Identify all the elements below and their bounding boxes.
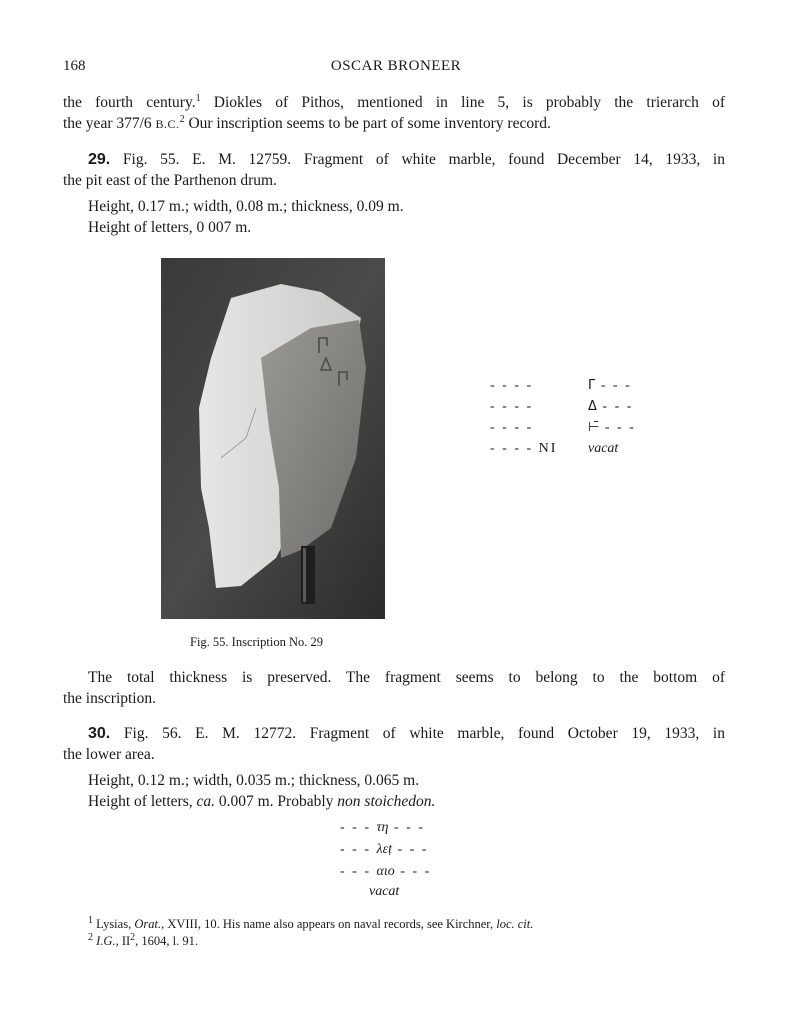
entry-29-heading: 29. Fig. 55. E. M. 12759. Fragment of white marble, found December 14, 1933, in: [88, 151, 725, 168]
transcription-29-line-3-right: ⊢̄ - - -: [588, 420, 636, 435]
entry-29-dimensions: Height, 0.17 m.; width, 0.08 m.; thickness, 0.09 m.: [88, 198, 404, 215]
running-title: OSCAR BRONEER: [330, 58, 462, 74]
transcription-29-line-1-right: Γ - - -: [588, 378, 632, 393]
entry-30-dimensions: Height, 0.12 m.; width, 0.035 m.; thickness, 0.065 m.: [88, 772, 420, 789]
intro-line-1: the fourth century.$^1$ Diokles of Pithos, mentioned in line 5, is probably the trierarch of: [63, 92, 725, 111]
entry-30-line-2: the lower area.: [63, 746, 155, 763]
fragment-photo-fig-55: [161, 258, 385, 619]
entry-30-heading: 30. Fig. 56. E. M. 12772. Fragment of white marble, found October 19, 1933, in: [88, 725, 725, 742]
transcription-29-vacat: vacat: [588, 441, 619, 456]
transcription-30-vacat: vacat: [369, 884, 400, 899]
page-number: 168: [63, 58, 86, 74]
transcription-29-line-1-left: - - - -: [490, 378, 534, 393]
entry-29-remark-2: the inscription.: [63, 690, 156, 707]
transcription-30-line-1: - - - τη - - -: [340, 820, 425, 835]
footnote-2: $^2$ I.G., $II^2$, 1604, l. 91.: [88, 931, 199, 948]
entry-29-letter-height: Height of letters, 0 007 m.: [88, 219, 252, 236]
transcription-29-line-4-left: - - - - ΝΙ: [490, 441, 558, 456]
transcription-29-line-2-left: - - - -: [490, 399, 534, 414]
transcription-30-line-2: - - - λεṭ - - -: [340, 842, 429, 857]
entry-30-number: 30.: [88, 725, 111, 742]
entry-29-number: 29.: [88, 151, 111, 168]
entry-30-letter-height: Height of letters, ca. 0.007 m. Probably non stoichedon.: [88, 793, 436, 810]
transcription-29-line-2-right: Δ - - -: [588, 399, 634, 414]
fig-55-caption: Fig. 55. Inscription No. 29: [190, 635, 323, 649]
transcription-29-line-3-left: - - - -: [490, 420, 534, 435]
intro-line-2: the year 377/6 B.C.$^2$ Our inscription seems to be part of some inventory record.: [63, 113, 551, 132]
footnote-1: $^1$ Lysias, Orat., XVIII, 10. His name also appears on naval records, see Kirchner, loc. cit.: [88, 914, 534, 931]
transcription-30-line-3: - - - αιο - - -: [340, 864, 432, 879]
entry-29-line-2: the pit east of the Parthenon drum.: [63, 172, 277, 189]
entry-29-remark-1: The total thickness is preserved. The fragment seems to belong to the bottom of: [88, 669, 725, 686]
